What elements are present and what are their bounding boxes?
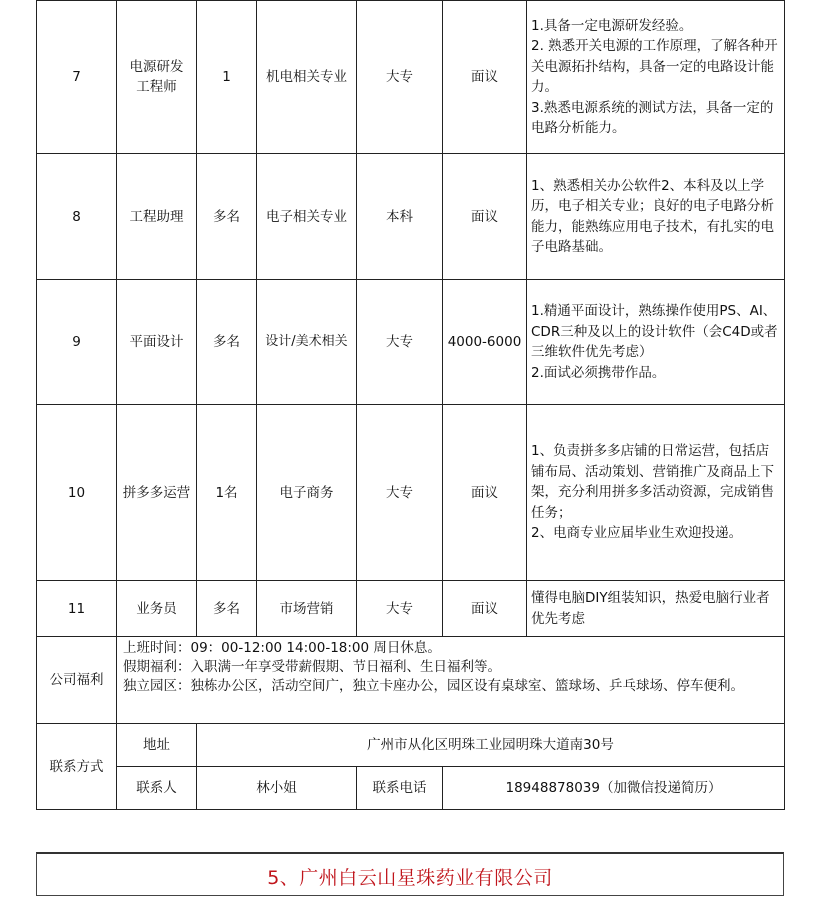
address-value: 广州市从化区明珠工业园明珠大道南30号 — [197, 724, 785, 767]
contact-label: 联系方式 — [37, 724, 117, 810]
job-education: 本科 — [357, 154, 443, 280]
job-count: 多名 — [197, 581, 257, 637]
table-row — [37, 154, 785, 280]
job-count: 1名 — [197, 405, 257, 581]
job-education: 大专 — [357, 405, 443, 581]
job-major: 市场营销 — [257, 581, 357, 637]
job-salary: 面议 — [443, 154, 527, 280]
job-title: 工程助理 — [117, 154, 197, 280]
job-major: 电子商务 — [257, 405, 357, 581]
benefit-line: 独立园区：独栋办公区，活动空间广，独立卡座办公，园区设有桌球室、篮球场、乒乓球场、停车便利。 — [123, 678, 744, 694]
benefit-line: 上班时间：09：00-12:00 14:00-18:00 周日休息。 — [123, 640, 441, 656]
job-title: 电源研发工程师 — [117, 1, 197, 154]
job-major: 设计/美术相关 — [257, 280, 357, 405]
requirement-line: 2. 熟悉开关电源的工作原理，了解各种开关电源拓扑结构，具备一定的电路设计能力。 — [531, 38, 778, 95]
contact-row-address — [37, 724, 785, 767]
phone-label: 联系电话 — [357, 767, 443, 810]
company-title: 5、广州白云山星珠药业有限公司 — [267, 867, 553, 889]
table-row — [37, 405, 785, 581]
job-number: 8 — [37, 154, 117, 280]
requirement-line: 2、电商专业应届毕业生欢迎投递。 — [531, 525, 743, 542]
job-count: 多名 — [197, 154, 257, 280]
table-row — [37, 280, 785, 405]
job-count: 1 — [197, 1, 257, 154]
benefit-line: 假期福利：入职满一年享受带薪假期、节日福利、生日福利等。 — [123, 659, 501, 675]
next-company-header — [36, 852, 784, 896]
job-count: 多名 — [197, 280, 257, 405]
job-requirements — [527, 1, 785, 154]
job-education: 大专 — [357, 581, 443, 637]
requirement-line: 懂得电脑DIY组装知识，热爱电脑行业者优先考虑 — [531, 590, 770, 627]
job-major: 机电相关专业 — [257, 1, 357, 154]
phone-value: 18948878039（加微信投递简历） — [443, 767, 785, 810]
benefits-label: 公司福利 — [37, 637, 117, 724]
requirement-line: 1.精通平面设计，熟练操作使用PS、AI、CDR三种及以上的设计软件（会C4D或者三维软件优先考虑） — [531, 303, 778, 360]
job-title: 平面设计 — [117, 280, 197, 405]
job-requirements — [527, 154, 785, 280]
job-salary: 面议 — [443, 405, 527, 581]
requirement-line: 1、负责拼多多店铺的日常运营，包括店铺布局、活动策划、营销推广及商品上下架，充分利用拼多多活动资源，完成销售任务； — [531, 443, 774, 521]
requirement-line: 3.熟悉电源系统的测试方法，具备一定的电路分析能力。 — [531, 99, 774, 136]
job-salary: 面议 — [443, 1, 527, 154]
benefits-content — [117, 637, 785, 724]
table-row — [37, 581, 785, 637]
job-number: 9 — [37, 280, 117, 405]
person-value: 林小姐 — [197, 767, 357, 810]
requirement-line: 2.面试必须携带作品。 — [531, 364, 666, 381]
job-title: 业务员 — [117, 581, 197, 637]
job-title: 拼多多运营 — [117, 405, 197, 581]
person-label: 联系人 — [117, 767, 197, 810]
job-requirements — [527, 280, 785, 405]
job-salary: 面议 — [443, 581, 527, 637]
address-label: 地址 — [117, 724, 197, 767]
job-requirements — [527, 581, 785, 637]
job-education: 大专 — [357, 280, 443, 405]
job-number: 7 — [37, 1, 117, 154]
job-education: 大专 — [357, 1, 443, 154]
requirement-line: 1、熟悉相关办公软件2、本科及以上学历，电子相关专业；良好的电子电路分析能力，能熟练应用电子技术，有扎实的电子电路基础。 — [531, 177, 774, 255]
job-salary: 4000-6000 — [443, 280, 527, 405]
job-table — [36, 0, 785, 810]
job-number: 10 — [37, 405, 117, 581]
requirement-line: 1.具备一定电源研发经验。 — [531, 17, 693, 34]
job-number: 11 — [37, 581, 117, 637]
job-requirements — [527, 405, 785, 581]
job-major: 电子相关专业 — [257, 154, 357, 280]
table-row — [37, 1, 785, 154]
benefits-row — [37, 637, 785, 724]
contact-row-person — [37, 767, 785, 810]
